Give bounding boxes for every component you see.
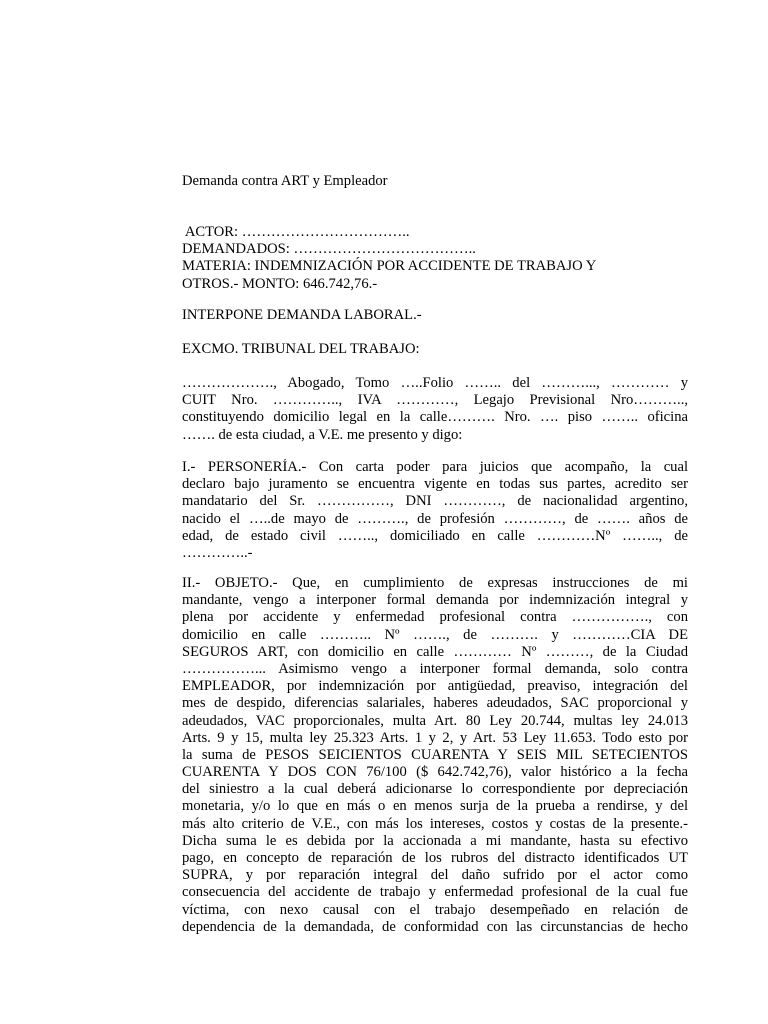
tribunal-line: EXCMO. TRIBUNAL DEL TRABAJO: (182, 341, 420, 357)
personeria-line: I.- PERSONERÍA.- Con carta poder para juicios que acompaño, la cual (182, 459, 688, 475)
personeria-paragraph (182, 459, 688, 562)
monto-line: OTROS.- MONTO: 646.742,76.- (182, 275, 378, 292)
actor-line: ACTOR: …………………………….. (182, 224, 410, 240)
objeto-line: víctima, con nexo causal con el trabajo desempeñado en relación de (182, 901, 688, 918)
materia-line: MATERIA: INDEMNIZACIÓN POR ACCIDENTE DE TRABAJO Y (182, 258, 597, 275)
objeto-line: Arts. 9 y 15, multa ley 25.323 Arts. 1 y 2, y Art. 53 Ley 11.653. Todo esto por (182, 729, 688, 746)
objeto-line: más alto criterio de V.E., con más los intereses, costos y costas de la presente.- (182, 815, 688, 832)
objeto-line: mes de despido, diferencias salariales, haberes adeudados, SAC proporcional y (182, 695, 688, 712)
objeto-line: mandante, vengo a interponer formal demanda por indemnización integral y (182, 592, 688, 609)
personeria-line: nacido el …..de mayo de ………., de profesión …………, de ……. años de (182, 510, 688, 527)
objeto-line: domicilio en calle ……….. Nº ……., de ………. y …………CIA DE (182, 626, 688, 643)
personeria-line: …………..- (182, 544, 253, 561)
intro-line: ……. de esta ciudad, a V.E. me presento y digo: (182, 426, 463, 443)
personeria-line: declaro bajo juramento se encuentra vigente en todas sus partes, acredito ser (182, 476, 688, 493)
intro-line: constituyendo domicilio legal en la calle………. Nro. …. piso …….. oficina (182, 409, 688, 426)
objeto-line: del siniestro a la cual deberá adicionarse lo correspondiente por depreciación (182, 781, 688, 798)
objeto-line: ……………... Asimismo vengo a interponer formal demanda, solo contra (182, 660, 688, 677)
document-title (182, 173, 688, 190)
objeto-line: Dicha suma le es debida por la accionada a mi mandante, hasta su efectivo (182, 832, 688, 849)
interpone-line: INTERPONE DEMANDA LABORAL.- (182, 307, 422, 323)
intro-line: ………………., Abogado, Tomo …..Folio …….. del ………..., ………… y (182, 375, 688, 391)
objeto-line: CUARENTA Y DOS CON 76/100 ($ 642.742,76), valor histórico a la fecha (182, 764, 688, 781)
objeto-line: SUPRA, y por reparación integral del daño sufrido por el actor como (182, 867, 688, 884)
objeto-line: SEGUROS ART, con domicilio en calle ………… Nº ………, de la Ciudad (182, 643, 688, 660)
demandados-line: DEMANDADOS: ……………………………….. (182, 241, 476, 258)
objeto-line: consecuencia del accidente de trabajo y enfermedad profesional de la cual fue (182, 884, 688, 901)
objeto-line: pago, en concepto de reparación de los rubros del distracto identificados UT (182, 850, 688, 866)
interpone-block (182, 307, 688, 324)
objeto-line: la suma de PESOS SEICIENTOS CUARENTA Y SEIS MIL SETECIENTOS (182, 746, 688, 763)
intro-line: CUIT Nro. ………….., IVA …………, Legajo Previsional Nro……….., (182, 392, 688, 409)
objeto-paragraph (182, 575, 688, 936)
objeto-line: plena por accidente y enfermedad profesional contra ……………., con (182, 609, 688, 626)
objeto-line: dependencia de la demandada, de conformidad con las circunstancias de hecho (182, 918, 688, 935)
objeto-line: EMPLEADOR, por indemnización por antigüedad, preaviso, integración del (182, 678, 688, 695)
personeria-line: edad, de estado civil …….., domiciliado en calle …………Nº …….., de (182, 527, 688, 544)
header-block (182, 224, 688, 293)
objeto-line: monetaria, y/o lo que en más o en menos surja de la prueba a rendirse, y del (182, 798, 688, 815)
intro-paragraph (182, 375, 688, 444)
objeto-line: II.- OBJETO.- Que, en cumplimiento de expresas instrucciones de mi (182, 575, 688, 591)
title-line: Demanda contra ART y Empleador (182, 173, 388, 189)
tribunal-block (182, 341, 688, 358)
personeria-line: mandatario del Sr. ……………, DNI …………, de nacionalidad argentino, (182, 493, 688, 510)
objeto-line: adeudados, VAC proporcionales, multa Art. 80 Ley 20.744, multas ley 24.013 (182, 712, 688, 729)
